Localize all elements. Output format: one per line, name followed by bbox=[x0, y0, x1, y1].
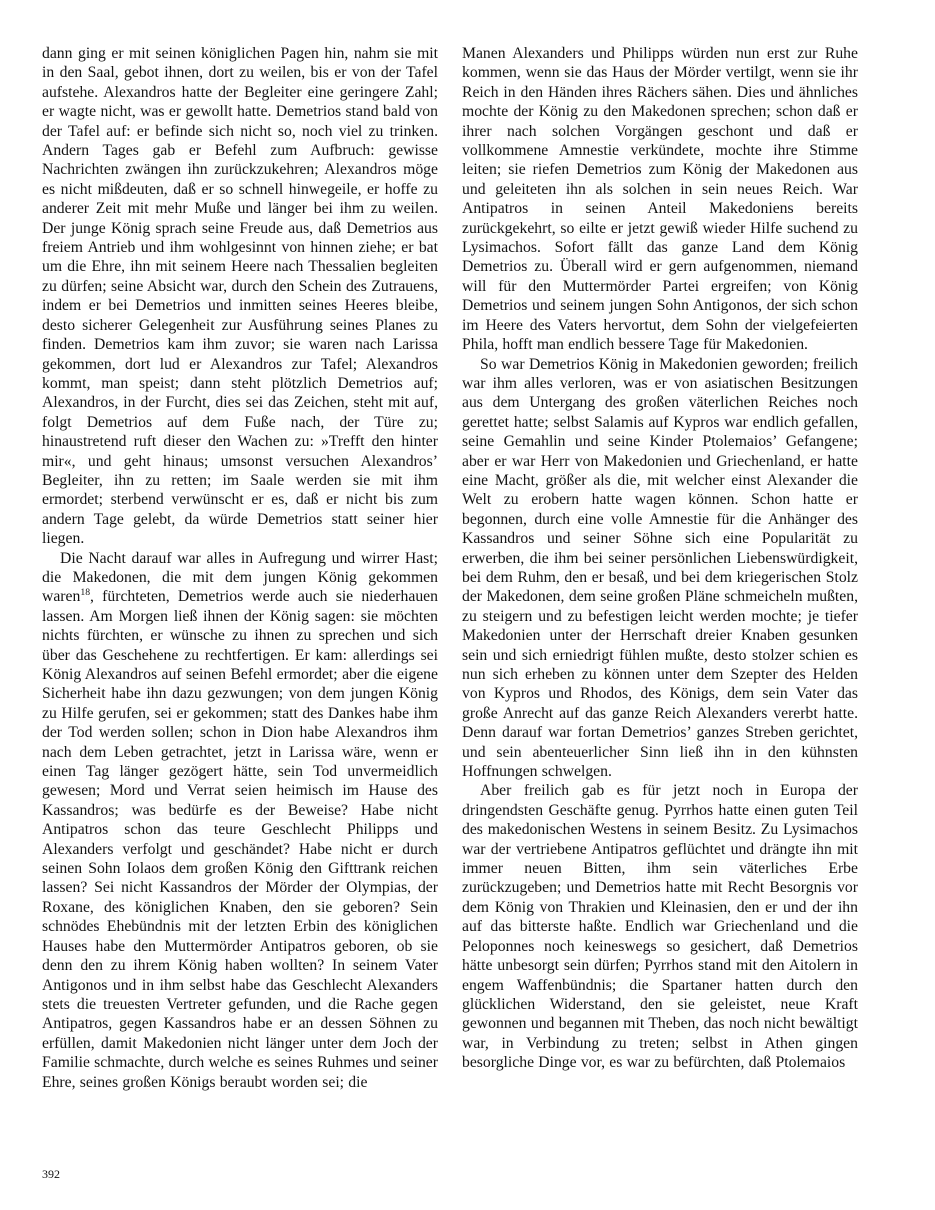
paragraph-text: Die Nacht darauf war alles in Aufregung und wirrer Hast; die Makedonen, die mit dem jungen König gekommen waren bbox=[42, 549, 438, 606]
paragraph-text: , fürchteten, Demetrios werde auch sie niederhauen lassen. Am Morgen ließ ihnen der König sagen: sie möchten nichts fürchten, er wünsche zu ihnen zu sprechen und sich über das Geschehene zu rechtfertigen. Er kam: allerdings sei König Alexandros auf seinen Befehl ermordet; aber die eigene Sicherheit habe ihn dazu gezwungen; von dem jungen König zu Hilfe gerufen, sei er gekommen; statt des Dankes habe ihm der Tod werden sollen; schon in Dion habe Alexandros ihm nach dem Leben getrachtet, jetzt in Larissa wäre, wenn er einen Tag länger gezögert hätte, sein Tod unvermeidlich gewesen; Mord und Verrat seien heimisch im Hause des Kassandros; was bedürfe es der Beweise? Habe nicht Antipatros schon das teure Geschlecht Philipps und Alexanders verfolgt und geschändet? Habe nicht er durch seinen Sohn Iolaos dem großen König den Gifttrank reichen lassen? Sei nicht Kassandros der Mörder der Olympias, der Roxane, des königlichen Knaben, den sie geboren? Sein schnödes Ehebündnis mit der letzten Erbin des königlichen Hauses habe den Muttermörder Antipatros geboren, ob sie denn den zu ihrem König haben wollten? In seinem Vater Antigonos und in ihm selbst habe das Geschlecht Alexanders stets die treuesten Vertreter gefunden, und die Rache gegen Antipatros, gegen Kassandros habe er an dessen Söhnen zu erfüllen, damit Makedonien nicht länger unter dem Joch der Familie schmachte, durch welche es seines Ruhmes und seiner Ehre, seines großen Königs beraubt worden sei; die bbox=[42, 588, 438, 1091]
body-paragraph: So war Demetrios König in Makedonien geworden; freilich war ihm alles verloren, was er von asiatischen Besitzungen aus dem Untergang des großen väterlichen Reiches noch gerettet hatte; selbst Salamis auf Kypros war endlich gefallen, seine Gemahlin und seine Kinder Ptolemaios’ Gefangene; aber er war Herr von Makedonien und Griechenland, er hatte eine Macht, größer als die, mit welcher einst Alexander die Welt zu erobern hatte wagen können. Schon hatte er begonnen, durch eine volle Amnestie für die Anhänger des Kassandros und seiner Söhne sich eine Popularität zu erwerben, die ihm bei seiner persönlichen Liebenswürdigkeit, bei dem Ruhm, den er besaß, und bei dem kriegerischen Stolz der Makedonen, dem seine großen Pläne schmeicheln mußten, zu steigern und zu befestigen leicht werden mochte; je tiefer Makedonien unter der Herrschaft dreier Knaben gesunken sein und sich erniedrigt fühlen mußte, desto stolzer schien es nun sich erheben zu können unter dem Szepter des Helden von Kypros und Rhodos, des Königs, dem sein Vater das große Anrecht auf das ganze Reich Alexanders vererbt hatte. Denn darauf war fortan Demetrios’ ganzes Streben gerichtet, und sein abenteuerlicher Sinn ließ ihn in den kühnsten Hoffnungen schwelgen. bbox=[462, 355, 858, 781]
footnote-reference: 18 bbox=[80, 587, 91, 599]
body-paragraph: Aber freilich gab es für jetzt noch in Europa der dringendsten Geschäfte genug. Pyrrhos hatte einen guten Teil des makedonischen Westens in seinem Besitz. Zu Lysimachos war der vertriebene Antipatros geflüchtet und drängte ihn mit immer neuen Bitten, ihm sein väterliches Erbe zurückzugeben; und Demetrios hatte mit Recht Besorgnis vor dem König von Thrakien und Kleinasien, den er und der ihn auf das bitterste haßte. Endlich war Griechenland und die Peloponnes noch keineswegs so gesichert, daß Demetrios hätte unbesorgt sein dürfen; Pyrrhos stand mit den Aitolern in engem Waffenbündnis; die Spartaner hatten durch den glücklichen Widerstand, den sie geleistet, neue Kraft gewonnen und begannen mit Theben, das noch nicht bewältigt war, in Verbindung zu treten; selbst in Athen gingen besorgliche Dinge vor, es war zu befürchten, daß Ptolemaios bbox=[462, 782, 858, 1072]
text-column-left bbox=[42, 44, 438, 1092]
body-paragraph: dann ging er mit seinen königlichen Pagen hin, nahm sie mit in den Saal, gebot ihnen, dort zu weilen, bis er von der Tafel aufstehe. Alexandros hatte der Begleiter eine geringere Zahl; er wagte nicht, was er gewollt hatte. Demetrios stand bald von der Tafel auf: er befinde sich nicht so, noch viel zu trinken. Andern Tages gab er Befehl zum Aufbruch: gewisse Nachrichten zwängen ihn zurückzukehren; Alexandros möge es nicht mißdeuten, daß er so schnell hinwegeile, er hoffe zu anderer Zeit mit mehr Muße und länger bei ihm zu weilen. Der junge König sprach seine Freude aus, daß Demetrios aus freiem Antrieb und ihm wohlgesinnt von hinnen ziehe; er bat um die Ehre, ihn mit seinem Heere nach Thessalien begleiten zu dürfen; seine Absicht war, durch den Schein des Zutrauens, indem er bei Demetrios und inmitten seines Heeres bleibe, desto sicherer Gelegenheit zur Ausführung seines Planes zu finden. Demetrios kam ihm zuvor; sie waren nach Larissa gekommen, dort lud er Alexandros zur Tafel; Alexandros kommt, man speist; dann steht plötzlich Demetrios auf; Alexandros, in der Furcht, dies sei das Zeichen, steht mit auf, folgt Demetrios auf dem Fuße nach, der Türe zu; hinaustretend ruft dieser den Wachen zu: »Trefft den hinter mir«, und geht hinaus; umsonst versuchen Alexandros’ Begleiter, ihn zu retten; im Saale werden sie mit ihm ermordet; sterbend verwünscht er es, daß er nicht bis zum andern Tage gelebt, da würde Demetrios statt seiner hier liegen. bbox=[42, 45, 438, 548]
two-column-text-block bbox=[42, 44, 858, 1092]
body-paragraph: Manen Alexanders und Philipps würden nun erst zur Ruhe kommen, wenn sie das Haus der Mörder vertilgt, wenn sie ihr Reich in den Händen ihres Rächers sähen. Dies und ähnliches mochte der König zu den Makedonen sprechen; schon daß er ihrer nach solchen Vorgängen geschont und daß er vollkommene Amnestie verkündete, mochte ihre Stimme leiten; sie riefen Demetrios zum König der Makedonen aus und geleiteten ihn als solchen in sein neues Reich. War Antipatros in seinen Anteil Makedoniens bereits zurückgekehrt, so eilte er jetzt gewiß wieder Hilfe suchend zu Lysimachos. Sofort fällt das ganze Land dem König Demetrios zu. Überall wird er gern aufgenommen, niemand will für den Muttermörder Partei ergreifen; von König Demetrios und seinem jungen Sohn Antigonos, der sich schon im Heere des Vaters hervortut, dem Sohn der vielgefeierten Phila, hofft man endlich bessere Tage für Makedonien. bbox=[462, 45, 858, 354]
page-number: 392 bbox=[42, 1167, 60, 1181]
text-column-right bbox=[462, 44, 858, 1092]
body-paragraph bbox=[42, 549, 438, 1092]
